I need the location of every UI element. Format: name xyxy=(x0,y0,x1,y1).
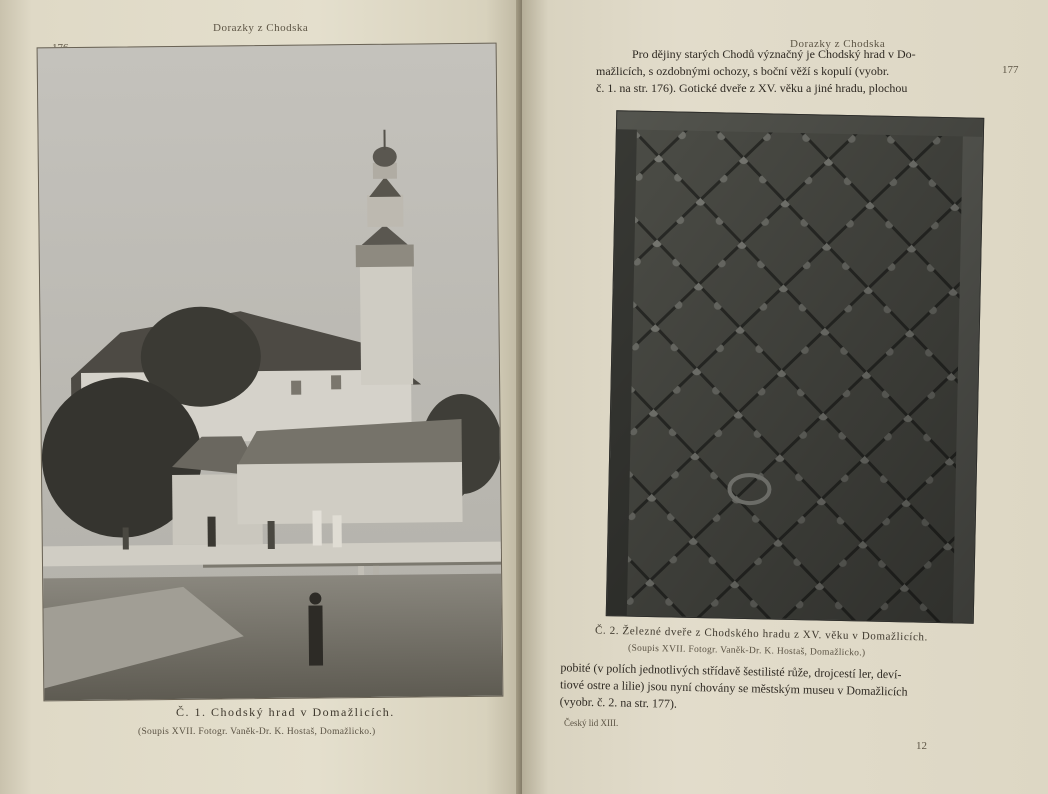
iron-door-photo xyxy=(606,110,985,624)
left-caption-title: Č. 1. Chodský hrad v Domažlicích. xyxy=(176,705,395,719)
right-running-head: Dorazky z Chodska xyxy=(790,38,886,50)
body-paragraph xyxy=(560,659,1011,719)
right-page-number: 177 xyxy=(1002,64,1019,76)
intro-line: Pro dějiny starých Chodů význačný je Chodský hrad v Do- xyxy=(632,47,916,61)
intro-line: č. 1. na str. 176). Gotické dveře z XV. věku a jiné hradu, plochou xyxy=(596,81,908,95)
footer-note: Český lid XIII. xyxy=(564,718,619,728)
castle-photo xyxy=(37,43,504,702)
body-line: (vyobr. č. 2. na str. 177). xyxy=(559,694,678,711)
right-caption-source: (Soupis XVII. Fotogr. Vaněk-Dr. K. Hostaš, Domažlicko.) xyxy=(627,643,866,659)
signature-mark: 12 xyxy=(916,740,927,752)
intro-line: mažlicích, s ozdobnými ochozy, s boční věží s kopulí (vyobr. xyxy=(596,64,890,78)
left-caption-source: (Soupis XVII. Fotogr. Vaněk-Dr. K. Hostaš, Domažlicko.) xyxy=(138,727,376,737)
right-caption-title: Č. 2. Železné dveře z Chodského hradu z XV. věku v Domažlicích. xyxy=(594,624,929,644)
body-line: pobité (v polích jednotlivých střídavě šestilisté růže, drojcestí ler, deví- xyxy=(560,660,902,682)
left-running-head: Dorazky z Chodska xyxy=(213,22,309,34)
body-line: tiové ostre a lilie) jsou nyní chovány se městským museu v Domažlicích xyxy=(559,677,908,699)
intro-paragraph xyxy=(596,46,1026,97)
